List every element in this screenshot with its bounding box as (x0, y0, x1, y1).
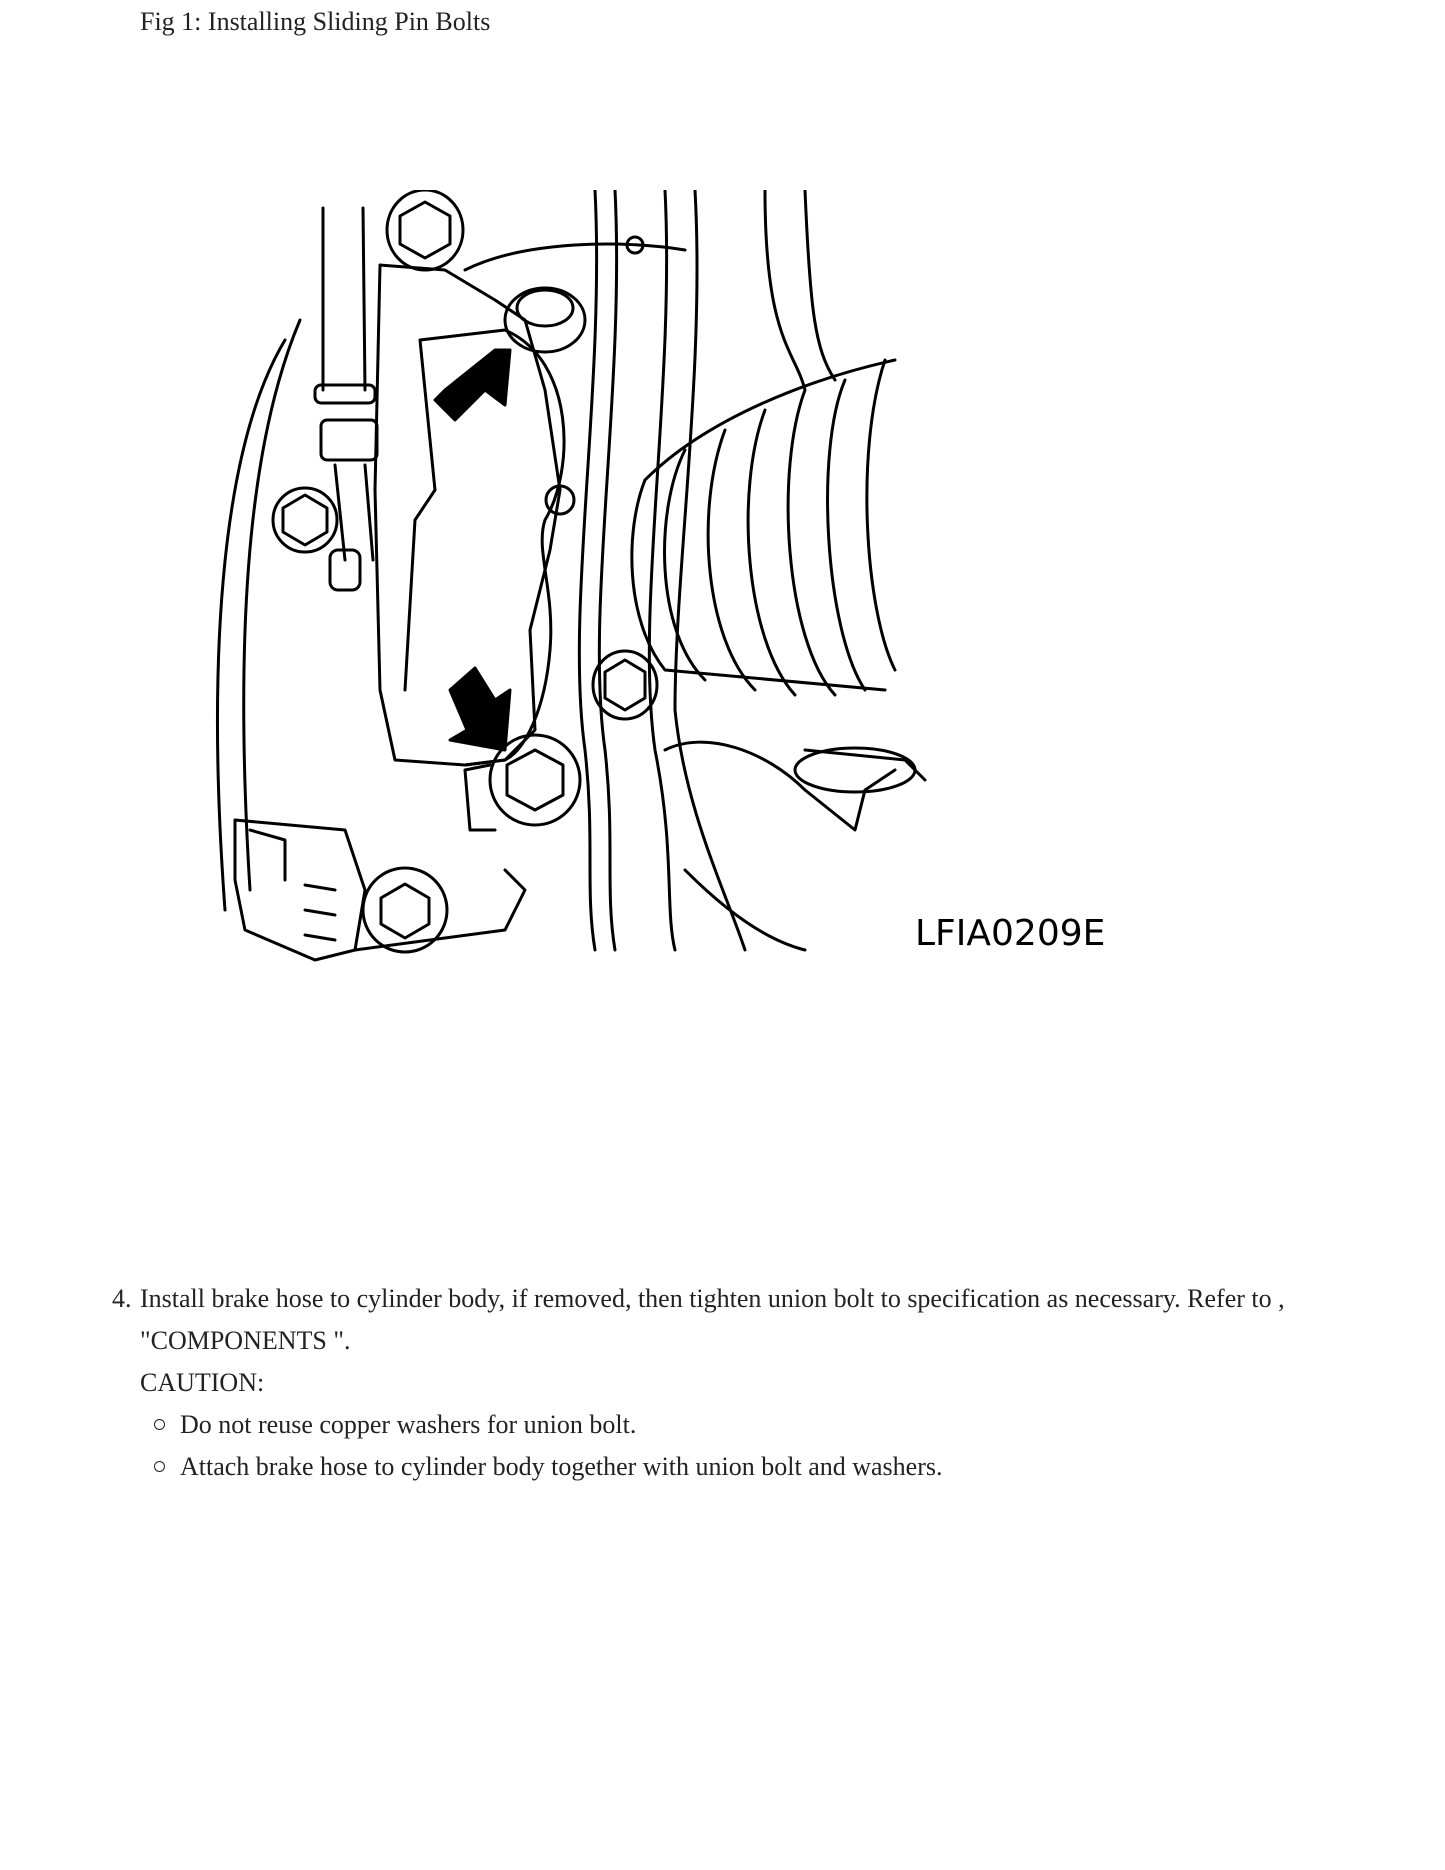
drive-shaft-boot (632, 360, 895, 695)
step-list (100, 1278, 1360, 1488)
circle-bullet-icon (154, 1461, 165, 1472)
circle-bullet-icon (154, 1419, 165, 1430)
step-text-line-2: "COMPONENTS ". (140, 1326, 351, 1355)
caution-list (140, 1404, 1360, 1488)
step-item (100, 1278, 1360, 1488)
upper-sliding-pin-bolt (505, 288, 585, 352)
lower-sliding-pin-bolt (465, 735, 580, 830)
upper-arrow-icon (435, 350, 510, 420)
lower-arrow-icon (450, 668, 510, 750)
caution-text: Do not reuse copper washers for union bolt. (180, 1410, 637, 1439)
hub-nut (593, 651, 657, 719)
caution-label: CAUTION: (140, 1368, 265, 1397)
top-bolt (387, 190, 463, 270)
caution-item (146, 1404, 1360, 1446)
caution-text: Attach brake hose to cylinder body together with union bolt and washers. (180, 1452, 943, 1481)
step-number: 4. (112, 1284, 132, 1313)
step-text-line-1: Install brake hose to cylinder body, if removed, then tighten union bolt to specification as necessary. Refer to , (140, 1284, 1285, 1313)
union-bolt (273, 488, 360, 590)
brake-caliper-illustration (205, 190, 1305, 1150)
figure-code: LFIA0209E (915, 913, 1106, 954)
step-body (140, 1278, 1360, 1488)
figure-caption: Fig 1: Installing Sliding Pin Bolts (140, 7, 491, 36)
caution-item (146, 1446, 1360, 1488)
